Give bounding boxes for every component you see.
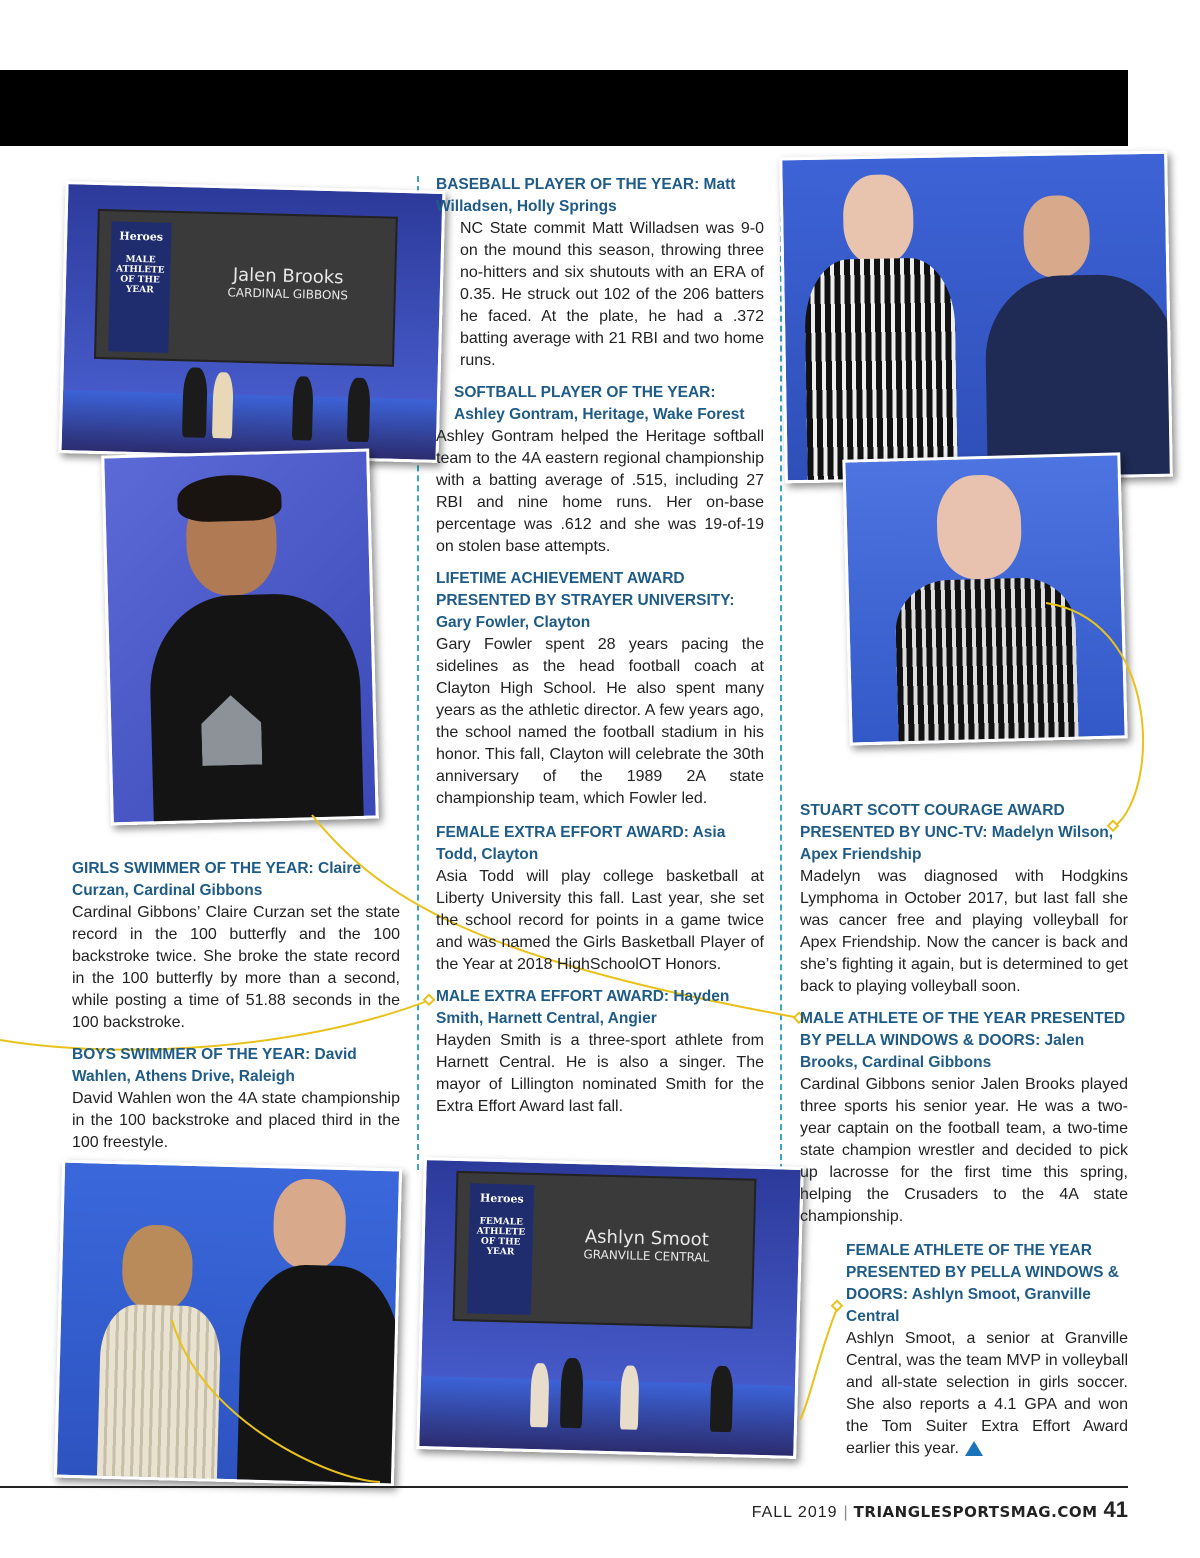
article-body: NC State commit Matt Willadsen was 9-0 on the mound this season, throwing three no-hitters and six shutouts with an ERA of 0.35. He struck out 102 of the 206 batters he faced. At the plate, he had a .372 batting average with 21 RBI and two home runs. [460, 220, 764, 369]
screen-school-text: CARDINAL GIBBONS [227, 285, 349, 303]
article-heading: STUART SCOTT COURAGE AWARD PRESENTED BY UNC-TV: Madelyn Wilson, Apex Friendship [800, 802, 1114, 863]
article-heading: MALE ATHLETE OF THE YEAR PRESENTED BY PELLA WINDOWS & DOORS: Jalen Brooks, Cardinal Gibbons [800, 1010, 1126, 1071]
screen-name-text: Jalen Brooks [232, 264, 344, 289]
connector-line [172, 1320, 380, 1482]
article-female-extra-effort [436, 822, 764, 976]
article-baseball [436, 174, 764, 372]
article-heading: GIRLS SWIMMER OF THE YEAR: Claire Curzan, Cardinal Gibbons [72, 860, 362, 899]
page-footer [752, 1497, 1128, 1523]
article-body: Hayden Smith is a three-sport athlete from Harnett Central. He is also a singer. The mayor of Lillington nominated Smith for the Extra Effort Award last fall. [436, 1032, 764, 1115]
screen-school-text: GRANVILLE CENTRAL [583, 1247, 710, 1265]
end-of-story-icon [965, 1441, 983, 1456]
article-body-text: Ashlyn Smoot, a senior at Granville Central, was the team MVP in volleyball and all-state selection in girls soccer. She also reports a 4.1 GPA and won the Tom Suiter Extra Effort Award earlier this year. [846, 1330, 1128, 1457]
article-boys-swimmer [72, 1044, 400, 1154]
article-heading: BASEBALL PLAYER OF THE YEAR: Matt Willadsen, Holly Springs [436, 176, 736, 215]
screen-award-text: MALE ATHLETE OF THE YEAR [115, 254, 165, 296]
screen-logo-text: Heroes [119, 229, 164, 244]
article-body: Cardinal Gibbons’ Claire Curzan set the state record in the 100 butterfly and the 100 backstroke twice. She broke the state record in the 100 butterfly by more than a second, while posting a time of 51.88 seconds in the 100 backstroke. [72, 904, 400, 1031]
footer-rule [0, 1486, 1128, 1488]
article-body: Gary Fowler spent 28 years pacing the sidelines as the head football coach at Clayton High School. He also spent many years as the athletic director. A few years ago, the school named the football stadium in his honor. This fall, Clayton will celebrate the 30th anniversary of the 1989 2A state championship team, which Fowler led. [436, 636, 764, 807]
screen-logo-text: Heroes [479, 1191, 524, 1206]
article-body: Cardinal Gibbons senior Jalen Brooks played three sports his senior year. He was a two-year captain on the football team, a two-time state champion wrestler and decided to pick up lacrosse for the first time this spring, helping the Crusaders to the 4A state championship. [800, 1076, 1128, 1225]
connector-node [832, 1301, 842, 1311]
article-heading: BOYS SWIMMER OF THE YEAR: David Wahlen, Athens Drive, Raleigh [72, 1046, 357, 1085]
article-male-athlete [800, 1008, 1128, 1228]
connector-line [1046, 603, 1143, 826]
article-body: David Wahlen won the 4A state championship in the 100 backstroke and placed third in the 100 freestyle. [72, 1090, 400, 1151]
screen-award-text: FEMALE ATHLETE OF THE YEAR [476, 1216, 526, 1258]
footer-site: TRIANGLESPORTSMAG.COM [853, 1503, 1098, 1521]
article-female-athlete [846, 1240, 1128, 1460]
article-heading: LIFETIME ACHIEVEMENT AWARD PRESENTED BY STRAYER UNIVERSITY: Gary Fowler, Clayton [436, 570, 735, 631]
footer-season: FALL 2019 [751, 1504, 838, 1521]
article-heading: SOFTBALL PLAYER OF THE YEAR: Ashley Gontram, Heritage, Wake Forest [454, 384, 745, 423]
page-number: 41 [1103, 1497, 1128, 1522]
connector-line [800, 1306, 838, 1420]
footer-separator: | [843, 1504, 848, 1521]
article-male-extra-effort [436, 986, 764, 1118]
connector-node [424, 995, 434, 1005]
article-softball [436, 382, 764, 558]
article-body: Ashley Gontram helped the Heritage softball team to the 4A eastern regional championship with a batting average of .515, including 27 RBI and nine home runs. Her on-base percentage was .612 and she was 19-of-19 on stolen base attempts. [436, 428, 764, 555]
article-heading: FEMALE EXTRA EFFORT AWARD: Asia Todd, Clayton [436, 824, 726, 863]
article-body: Asia Todd will play college basketball at Liberty University this fall. Last year, she set the school record for points in a game twice and was named the Girls Basketball Player of the Year at 2018 HighSchoolOT Honors. [436, 868, 764, 973]
screen-name-text: Ashlyn Smoot [584, 1226, 710, 1251]
article-girls-swimmer [72, 858, 400, 1034]
article-heading: MALE EXTRA EFFORT AWARD: Hayden Smith, Harnett Central, Angier [436, 988, 730, 1027]
article-lifetime-achievement [436, 568, 764, 810]
article-heading: FEMALE ATHLETE OF THE YEAR PRESENTED BY PELLA WINDOWS & DOORS: Ashlyn Smoot, Granville Central [846, 1242, 1119, 1325]
article-stuart-scott [800, 800, 1128, 998]
article-body [846, 1328, 1128, 1460]
article-body: Madelyn was diagnosed with Hodgkins Lymphoma in October 2017, but last fall she was cancer free and playing volleyball for Apex Friendship. Now the cancer is back and she’s fighting it again, but is determined to get back to playing volleyball soon. [800, 868, 1128, 995]
